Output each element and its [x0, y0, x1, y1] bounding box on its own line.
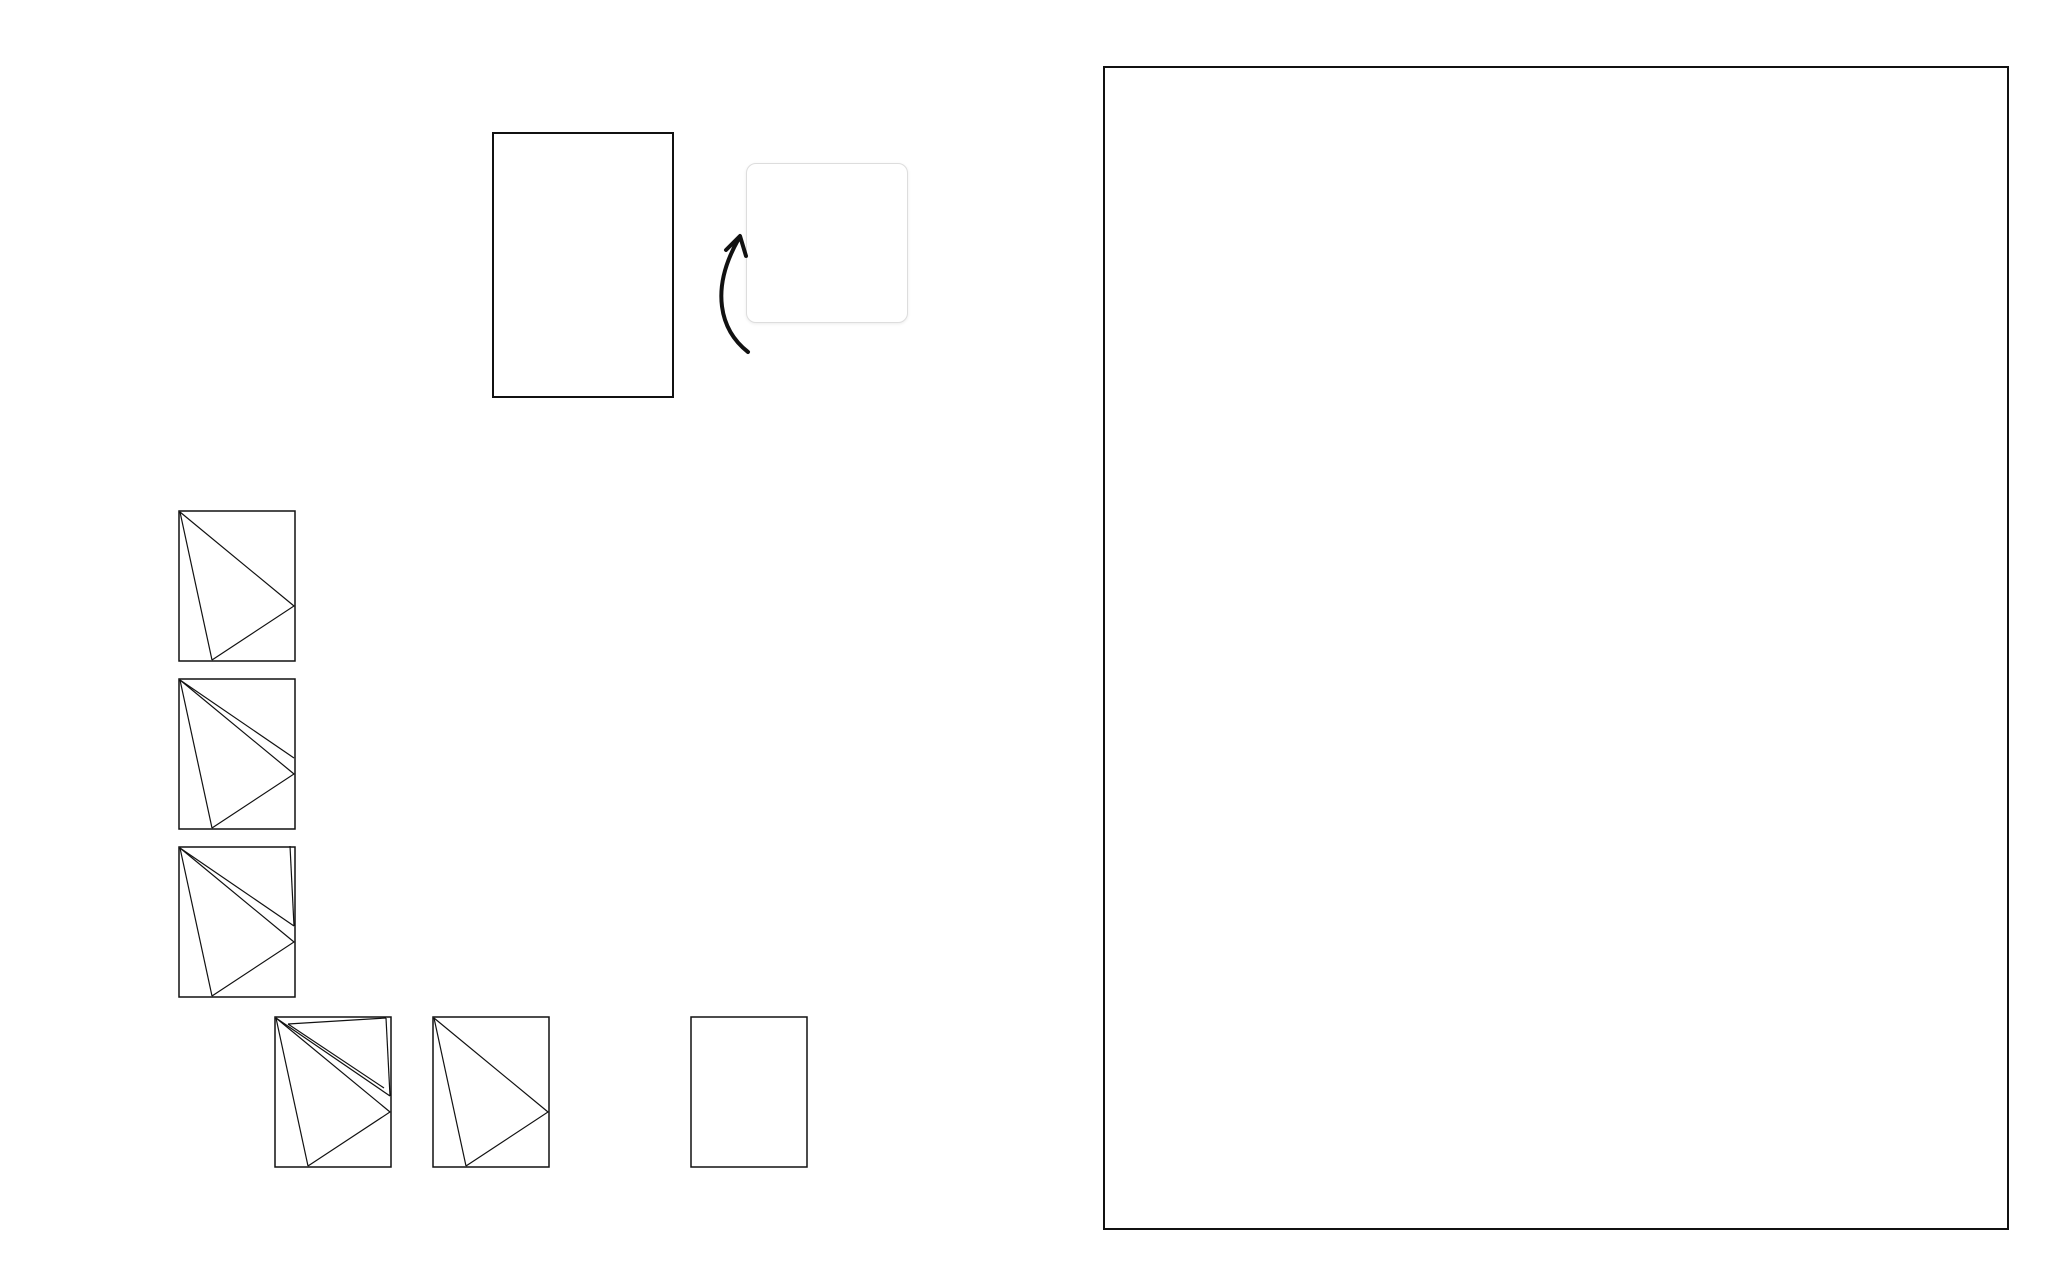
step-1-diagram	[178, 510, 296, 662]
step-5-diagram	[690, 1016, 808, 1168]
qr-code-image	[761, 176, 893, 308]
blank-drawing-area[interactable]	[1103, 66, 2009, 1230]
qr-code-card[interactable]	[746, 163, 908, 323]
step-2-diagram	[178, 678, 296, 830]
spiral-example-illustration	[492, 132, 674, 398]
step-3-diagram	[178, 846, 296, 998]
curved-arrow-icon	[700, 230, 760, 360]
step-4b-diagram	[432, 1016, 550, 1168]
step-4a-diagram	[274, 1016, 392, 1168]
